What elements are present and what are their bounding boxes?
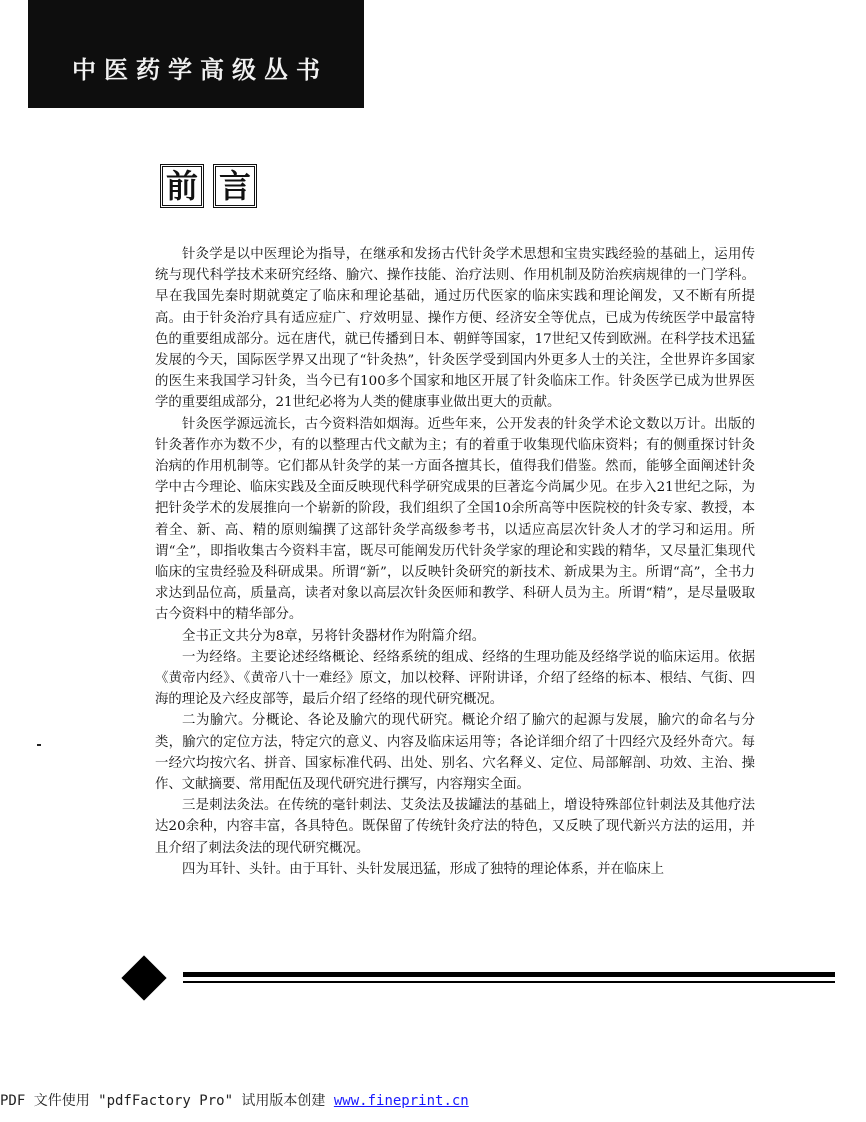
- series-title: 中医药学高级丛书: [72, 56, 328, 84]
- pdf-footer: [0, 1090, 469, 1110]
- paragraph: 三是刺法灸法。在传统的毫针刺法、艾灸法及拔罐法的基础上，增设特殊部位针刺法及其他疗法达20余种，内容丰富，各具特色。既保留了传统针灸疗法的特色，又反映了现代新兴方法的运用，并且介绍了刺法灸法的现代研究概况。: [155, 798, 755, 856]
- paragraph: 二为腧穴。分概论、各论及腧穴的现代研究。概论介绍了腧穴的起源与发展，腧穴的命名与分类，腧穴的定位方法，特定穴的意义、内容及临床运用等；各论详细介绍了十四经穴及经外奇穴。每一经穴均按穴名、拼音、国家标准代码、出处、别名、穴名释义、定位、局部解剖、功效、主治、操作、文献摘要、常用配伍及现代研究进行撰写，内容翔实全面。: [155, 713, 755, 793]
- footer-rule-thick: [183, 972, 835, 977]
- footer-rule-thin: [183, 981, 835, 983]
- paragraph: 针灸学是以中医理论为指导，在继承和发扬古代针灸学术思想和宝贵实践经验的基础上，运用传统与现代科学技术来研究经络、腧穴、操作技能、治疗法则、作用机制及防治疾病规律的一门学科。早在我国先秦时期就奠定了临床和理论基础，通过历代医家的临床实践和理论阐发，又不断有所提高。由于针灸治疗具有适应症广、疗效明显、操作方便、经济安全等优点，已成为传统医学中最富特色的重要组成部分。远在唐代，就已传播到日本、朝鲜等国家，17世纪又传到欧洲。在科学技术迅猛发展的今天，国际医学界又出现了“针灸热”，针灸医学受到国内外更多人士的关注，全世界许多国家的医生来我国学习针灸，当今已有100多个国家和地区开展了针灸临床工作。针灸医学已成为世界医学的重要组成部分，21世纪必将为人类的健康事业做出更大的贡献。: [155, 247, 755, 411]
- heading-char-1: 前: [160, 164, 204, 208]
- series-banner: [28, 0, 364, 108]
- paragraph: 针灸医学源远流长，古今资料浩如烟海。近些年来，公开发表的针灸学术论文数以万计。出版的针灸著作亦为数不少，有的以整理古代文献为主；有的着重于收集现代临床资料；有的侧重探讨针灸治病的作用机制等。它们都从针灸学的某一方面各擅其长，值得我们借鉴。然而，能够全面阐述针灸学中古今理论、临床实践及全面反映现代科学研究成果的巨著迄今尚属少见。在步入21世纪之际，为把针灸学术的发展推向一个崭新的阶段，我们组织了全国10余所高等中医院校的针灸专家、教授，本着全、新、高、精的原则编撰了这部针灸学高级参考书，以适应高层次针灸人才的学习和运用。所谓“全”，即指收集古今资料丰富，既尽可能阐发历代针灸学家的理论和实践的精华，又尽量汇集现代临床的宝贵经验及科研成果。所谓“新”，以反映针灸研究的新技术、新成果为主。所谓“高”，全书力求达到品位高，质量高，读者对象以高层次针灸医师和教学、科研人员为主。所谓“精”，是尽量吸取古今资料中的精华部分。: [155, 416, 755, 623]
- paragraph: 一为经络。主要论述经络概论、经络系统的组成、经络的生理功能及经络学说的临床运用。依据《黄帝内经》、《黄帝八十一难经》原文，加以校释、评附讲译，介绍了经络的标本、根结、气街、四海的理论及六经皮部等，最后介绍了经络的现代研究概况。: [155, 649, 755, 708]
- footer-text: PDF 文件使用 "pdfFactory Pro" 试用版本创建: [0, 1093, 334, 1109]
- fineprint-link[interactable]: www.fineprint.cn: [333, 1093, 469, 1109]
- heading-char-2: 言: [213, 164, 257, 208]
- preface-body: [155, 244, 755, 880]
- margin-mark: [37, 744, 41, 746]
- paragraph: 四为耳针、头针。由于耳针、头针发展迅猛，形成了独特的理论体系，并在临床上: [182, 861, 665, 877]
- paragraph: 全书正文共分为8章，另将针灸器材作为附篇介绍。: [182, 628, 486, 644]
- diamond-ornament-icon: [121, 955, 166, 1000]
